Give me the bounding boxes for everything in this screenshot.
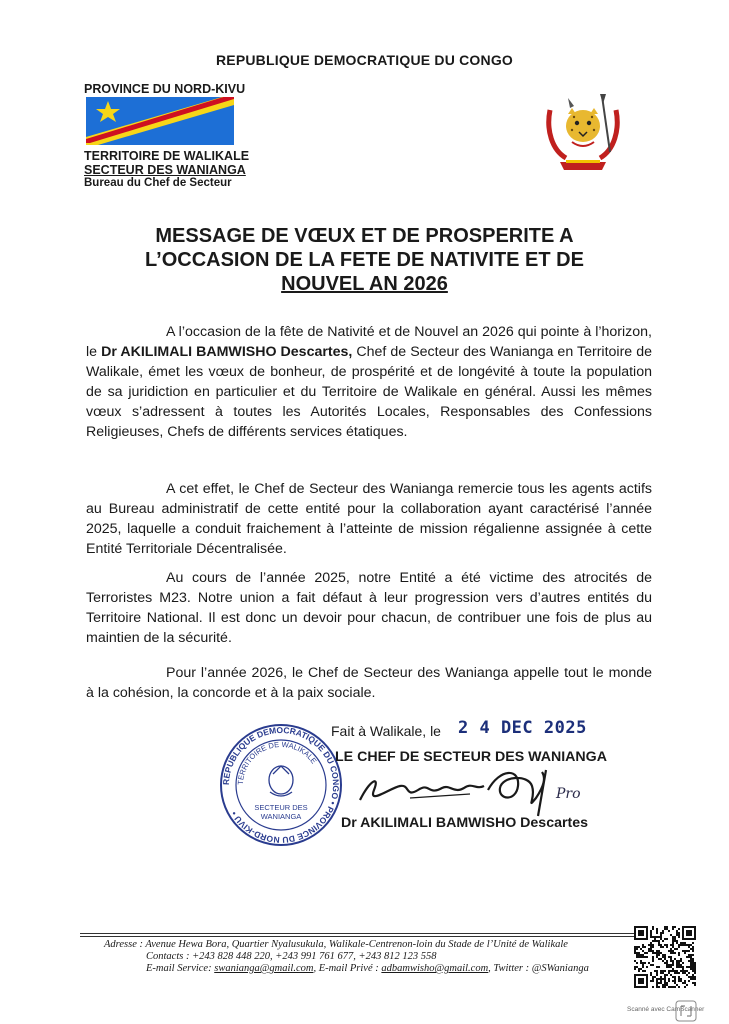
republic-heading: REPUBLIQUE DEMOCRATIQUE DU CONGO [215, 52, 514, 68]
drc-flag-icon [86, 97, 234, 145]
handwritten-signature [350, 760, 580, 820]
leopard-coat-of-arms-icon [536, 92, 630, 172]
footer-emails: E-mail Service: swanianga@gmail.com, E-mail Privé : adbamwisho@gmail.com, Twitter : @SWanianga [146, 963, 589, 974]
title-line-1: MESSAGE DE VŒUX ET DE PROSPERITE A [155, 225, 574, 247]
chef-name: Dr AKILIMALI BAMWISHO Descartes, [101, 344, 353, 360]
official-seal [218, 722, 344, 848]
camscanner-watermark: Scanné avec CamScanner [627, 1006, 705, 1013]
title-line-2: L’OCCASION DE LA FETE DE NATIVITE ET DE [145, 249, 584, 271]
seal-inner-text: TERRITOIRE DE WALIKALE [235, 739, 319, 786]
footer-divider-top [80, 933, 636, 934]
email-prive-link[interactable]: adbamwisho@gmail.com [381, 963, 489, 974]
paragraph-3: Au cours de l’année 2025, notre Entité a été victime des atrocités de Terroristes M23. Notre union a fait défaut à leur progression vers d’autres entités du Territoire National. Il est donc un devoir pour chacun, de contribuer une fois de plus au maintien de la sécurité. [86, 570, 652, 646]
territoire-name: TERRITOIRE DE WALIKALE [84, 149, 250, 163]
seal-emblem-icon [269, 766, 293, 796]
paragraph-1: A l’occasion de la fête de Nativité et de Nouvel an 2026 qui pointe à l’horizon, le Dr AKILIMALI BAMWISHO Descartes, Chef de Secteur des Wanianga en Territoire de Walikale, émet les vœux de bonheur, de prospérité et de longévité à toute la population de sa juridiction en particulier et du Territoire de Walikale en général. Aussi les mêmes vœux s’adressent à toutes les Autorités Locales, Responsables des Confessions Religieuses, Chefs de différents services étatiques. [86, 324, 652, 440]
seal-center-line-1: SECTEUR DES [254, 803, 308, 812]
paragraph-4: Pour l’année 2026, le Chef de Secteur des Wanianga appelle tout le monde à la cohésion, la concorde et à la paix sociale. [86, 665, 652, 701]
date-stamp: 2 4 DEC 2025 [458, 718, 587, 738]
footer-address: Adresse : Avenue Hewa Bora, Quartier Nyalusukula, Walikale-Centrenon-loin du Stade de l’Unité de Walikale [104, 939, 568, 950]
pro-note: Pro [556, 786, 581, 802]
chef-title: LE CHEF DE SECTEUR DES WANIANGA [335, 749, 607, 765]
signer-name: Dr AKILIMALI BAMWISHO Descartes [341, 815, 588, 831]
seal-center-line-2: WANIANGA [260, 812, 302, 821]
qr-code-icon [634, 926, 696, 988]
footer-divider-bottom [80, 936, 636, 937]
paragraph-2: A cet effet, le Chef de Secteur des Wanianga remercie tous les agents actifs au Bureau administratif de cette entité pour la collaboration ayant caractérisé l’année 2025, laquelle a conduit fraichement à l’atteinte de mission régalienne assignée à cette Entité Territoriale Décentralisée. [86, 481, 652, 557]
title-line-3: NOUVEL AN 2026 [281, 273, 448, 295]
province-name: PROVINCE DU NORD-KIVU [84, 82, 246, 96]
email-service-link[interactable]: swanianga@gmail.com [214, 963, 314, 974]
seal-outer-text: REPUBLIQUE DEMOCRATIQUE DU CONGO • PROVINCE DU NORD-KIVU • [220, 724, 342, 846]
secteur-name: SECTEUR DES WANIANGA [84, 163, 246, 177]
camscanner-logo-icon [675, 1000, 697, 1022]
fait-a-label: Fait à Walikale, le [331, 723, 441, 739]
bureau-name: Bureau du Chef de Secteur [84, 177, 232, 189]
footer-contacts: Contacts : +243 828 448 220, +243 991 761 677, +243 812 123 558 [146, 951, 437, 962]
